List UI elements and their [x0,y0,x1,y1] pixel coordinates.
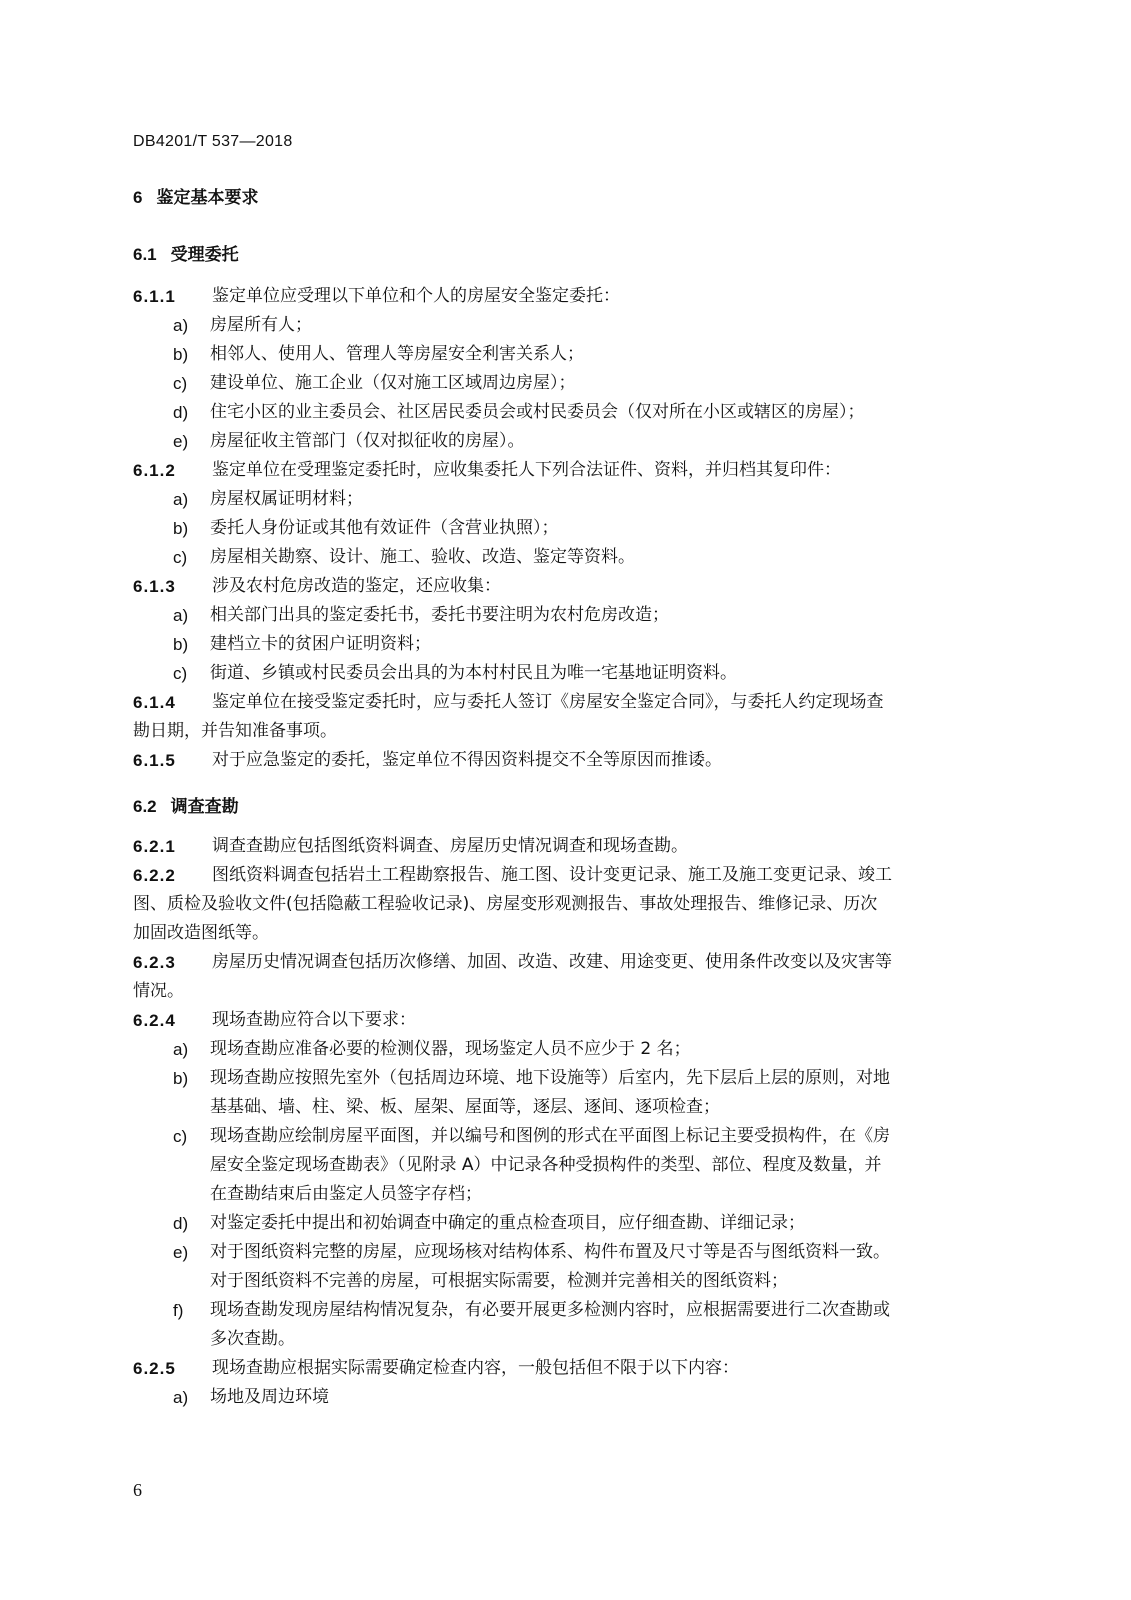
list-item [133,659,1013,688]
item-text: 对于图纸资料完整的房屋，应现场核对结构体系、构件布置及尺寸等是否与图纸资料一致。 [210,1242,890,1262]
item-text: 现场查勘应准备必要的检测仪器，现场鉴定人员不应少于 2 名； [210,1039,691,1059]
item-label: d) [173,1214,189,1233]
clause-number: 6.2.2 [133,866,176,885]
item-continuation [133,1180,1013,1209]
list-item [133,543,1013,572]
clause-number: 6.2.4 [133,1011,176,1030]
section-6-1-heading [133,240,239,265]
item-label: a) [173,1040,189,1059]
item-text: 现场查勘发现房屋结构情况复杂，有必要开展更多检测内容时，应根据需要进行二次查勘或 [210,1300,890,1320]
section-6-2-heading [133,792,239,817]
clause-text: 鉴定单位在受理鉴定委托时，应收集委托人下列合法证件、资料，并归档其复印件： [212,460,841,480]
item-continuation [133,1093,1013,1122]
item-text: 对于图纸资料不完善的房屋，可根据实际需要，检测并完善相关的图纸资料； [210,1271,788,1291]
list-item [133,398,1013,427]
clause-number: 6.2.1 [133,837,176,856]
list-item [133,427,1013,456]
clause-continuation [133,890,1013,919]
clause-text: 鉴定单位在接受鉴定委托时，应与委托人签订《房屋安全鉴定合同》，与委托人约定现场查 [212,692,884,712]
chapter-title: 鉴定基本要求 [156,188,259,208]
clause-number: 6.2.3 [133,953,176,972]
clause-text: 对于应急鉴定的委托，鉴定单位不得因资料提交不全等原因而推诿。 [212,750,722,770]
page-number: 6 [133,1480,142,1500]
clause-6-2-5 [133,1354,1013,1383]
item-label: b) [173,519,189,538]
item-label: a) [173,316,189,335]
item-text: 屋安全鉴定现场查勘表》（见附录 A）中记录各种受损构件的类型、部位、程度及数量，并 [210,1155,882,1175]
clause-text: 图纸资料调查包括岩土工程勘察报告、施工图、设计变更记录、施工及施工变更记录、竣工 [212,865,892,885]
list-item [133,630,1013,659]
section-6-2-body [133,832,1013,1412]
clause-text: 加固改造图纸等。 [133,923,269,943]
list-item [133,1122,1013,1151]
document-id: DB4201/T 537—2018 [133,133,293,150]
list-item [133,369,1013,398]
item-text: 现场查勘应按照先室外（包括周边环境、地下设施等）后室内，先下层后上层的原则，对地 [210,1068,890,1088]
section-title: 受理委托 [170,245,239,265]
clause-continuation [133,977,1013,1006]
clause-6-1-3 [133,572,1013,601]
list-item [133,1209,1013,1238]
item-text: 房屋相关勘察、设计、施工、验收、改造、鉴定等资料。 [210,547,635,567]
item-text: 街道、乡镇或村民委员会出具的为本村村民且为唯一宅基地证明资料。 [210,663,737,683]
clause-6-2-3 [133,948,1013,977]
item-continuation [133,1267,1013,1296]
item-label: c) [173,374,188,393]
item-text: 基基础、墙、柱、梁、板、屋架、屋面等，逐层、逐间、逐项检查； [210,1097,720,1117]
item-label: a) [173,606,189,625]
clause-text: 现场查勘应符合以下要求： [212,1010,416,1030]
clause-number: 6.2.5 [133,1359,176,1378]
clause-continuation [133,717,1013,746]
section-number: 6.1 [133,245,157,264]
clause-number: 6.1.5 [133,751,176,770]
item-label: c) [173,664,188,683]
item-text: 多次查勘。 [210,1329,295,1349]
item-text: 委托人身份证或其他有效证件（含营业执照）； [210,518,559,538]
item-text: 房屋所有人； [210,315,312,335]
section-number: 6.2 [133,797,157,816]
clause-text: 涉及农村危房改造的鉴定，还应收集： [212,576,501,596]
clause-text: 房屋历史情况调查包括历次修缮、加固、改造、改建、用途变更、使用条件改变以及灾害等 [212,952,892,972]
item-label: b) [173,345,189,364]
clause-text: 图、质检及验收文件(包括隐蔽工程验收记录)、房屋变形观测报告、事故处理报告、维修记录、历次 [133,894,878,914]
item-continuation [133,1151,1013,1180]
item-text: 现场查勘应绘制房屋平面图，并以编号和图例的形式在平面图上标记主要受损构件，在《房 [210,1126,890,1146]
clause-6-2-1 [133,832,1013,861]
list-item [133,311,1013,340]
clause-6-1-2 [133,456,1013,485]
item-continuation [133,1325,1013,1354]
clause-text: 勘日期，并告知准备事项。 [133,721,337,741]
item-label: e) [173,1243,189,1262]
item-text: 房屋权属证明材料； [210,489,363,509]
list-item [133,1296,1013,1325]
clause-6-1-1 [133,282,1013,311]
list-item [133,601,1013,630]
list-item [133,1035,1013,1064]
clause-text: 调查查勘应包括图纸资料调查、房屋历史情况调查和现场查勘。 [212,836,688,856]
item-text: 场地及周边环境 [210,1387,329,1407]
item-label: a) [173,490,189,509]
item-label: b) [173,635,189,654]
section-title: 调查查勘 [170,797,239,817]
item-label: c) [173,1127,188,1146]
item-text: 相邻人、使用人、管理人等房屋安全利害关系人； [210,344,584,364]
section-6-1-body [133,282,1013,775]
item-text: 房屋征收主管部门（仅对拟征收的房屋）。 [210,431,525,451]
clause-6-2-2 [133,861,1013,890]
item-label: a) [173,1388,189,1407]
list-item [133,340,1013,369]
clause-number: 6.1.1 [133,287,176,306]
clause-6-2-4 [133,1006,1013,1035]
list-item [133,485,1013,514]
clause-text: 现场查勘应根据实际需要确定检查内容，一般包括但不限于以下内容： [212,1358,739,1378]
chapter-heading [133,183,258,208]
item-label: f) [173,1301,184,1320]
item-text: 相关部门出具的鉴定委托书，委托书要注明为农村危房改造； [210,605,669,625]
item-label: d) [173,403,189,422]
list-item [133,1238,1013,1267]
list-item [133,514,1013,543]
clause-text: 鉴定单位应受理以下单位和个人的房屋安全鉴定委托： [212,286,620,306]
clause-number: 6.1.2 [133,461,176,480]
item-text: 住宅小区的业主委员会、社区居民委员会或村民委员会（仅对所在小区或辖区的房屋）； [210,402,865,422]
item-text: 对鉴定委托中提出和初始调查中确定的重点检查项目，应仔细查勘、详细记录； [210,1213,805,1233]
item-label: e) [173,432,189,451]
chapter-number: 6 [133,188,143,207]
clause-number: 6.1.4 [133,693,176,712]
list-item [133,1383,1013,1412]
clause-6-1-5 [133,746,1013,775]
item-text: 建设单位、施工企业（仅对施工区域周边房屋）； [210,373,576,393]
clause-6-1-4 [133,688,1013,717]
item-text: 在查勘结束后由鉴定人员签字存档； [210,1184,482,1204]
item-text: 建档立卡的贫困户证明资料； [210,634,431,654]
item-label: c) [173,548,188,567]
clause-number: 6.1.3 [133,577,176,596]
item-label: b) [173,1069,189,1088]
list-item [133,1064,1013,1093]
clause-continuation [133,919,1013,948]
clause-text: 情况。 [133,981,184,1001]
